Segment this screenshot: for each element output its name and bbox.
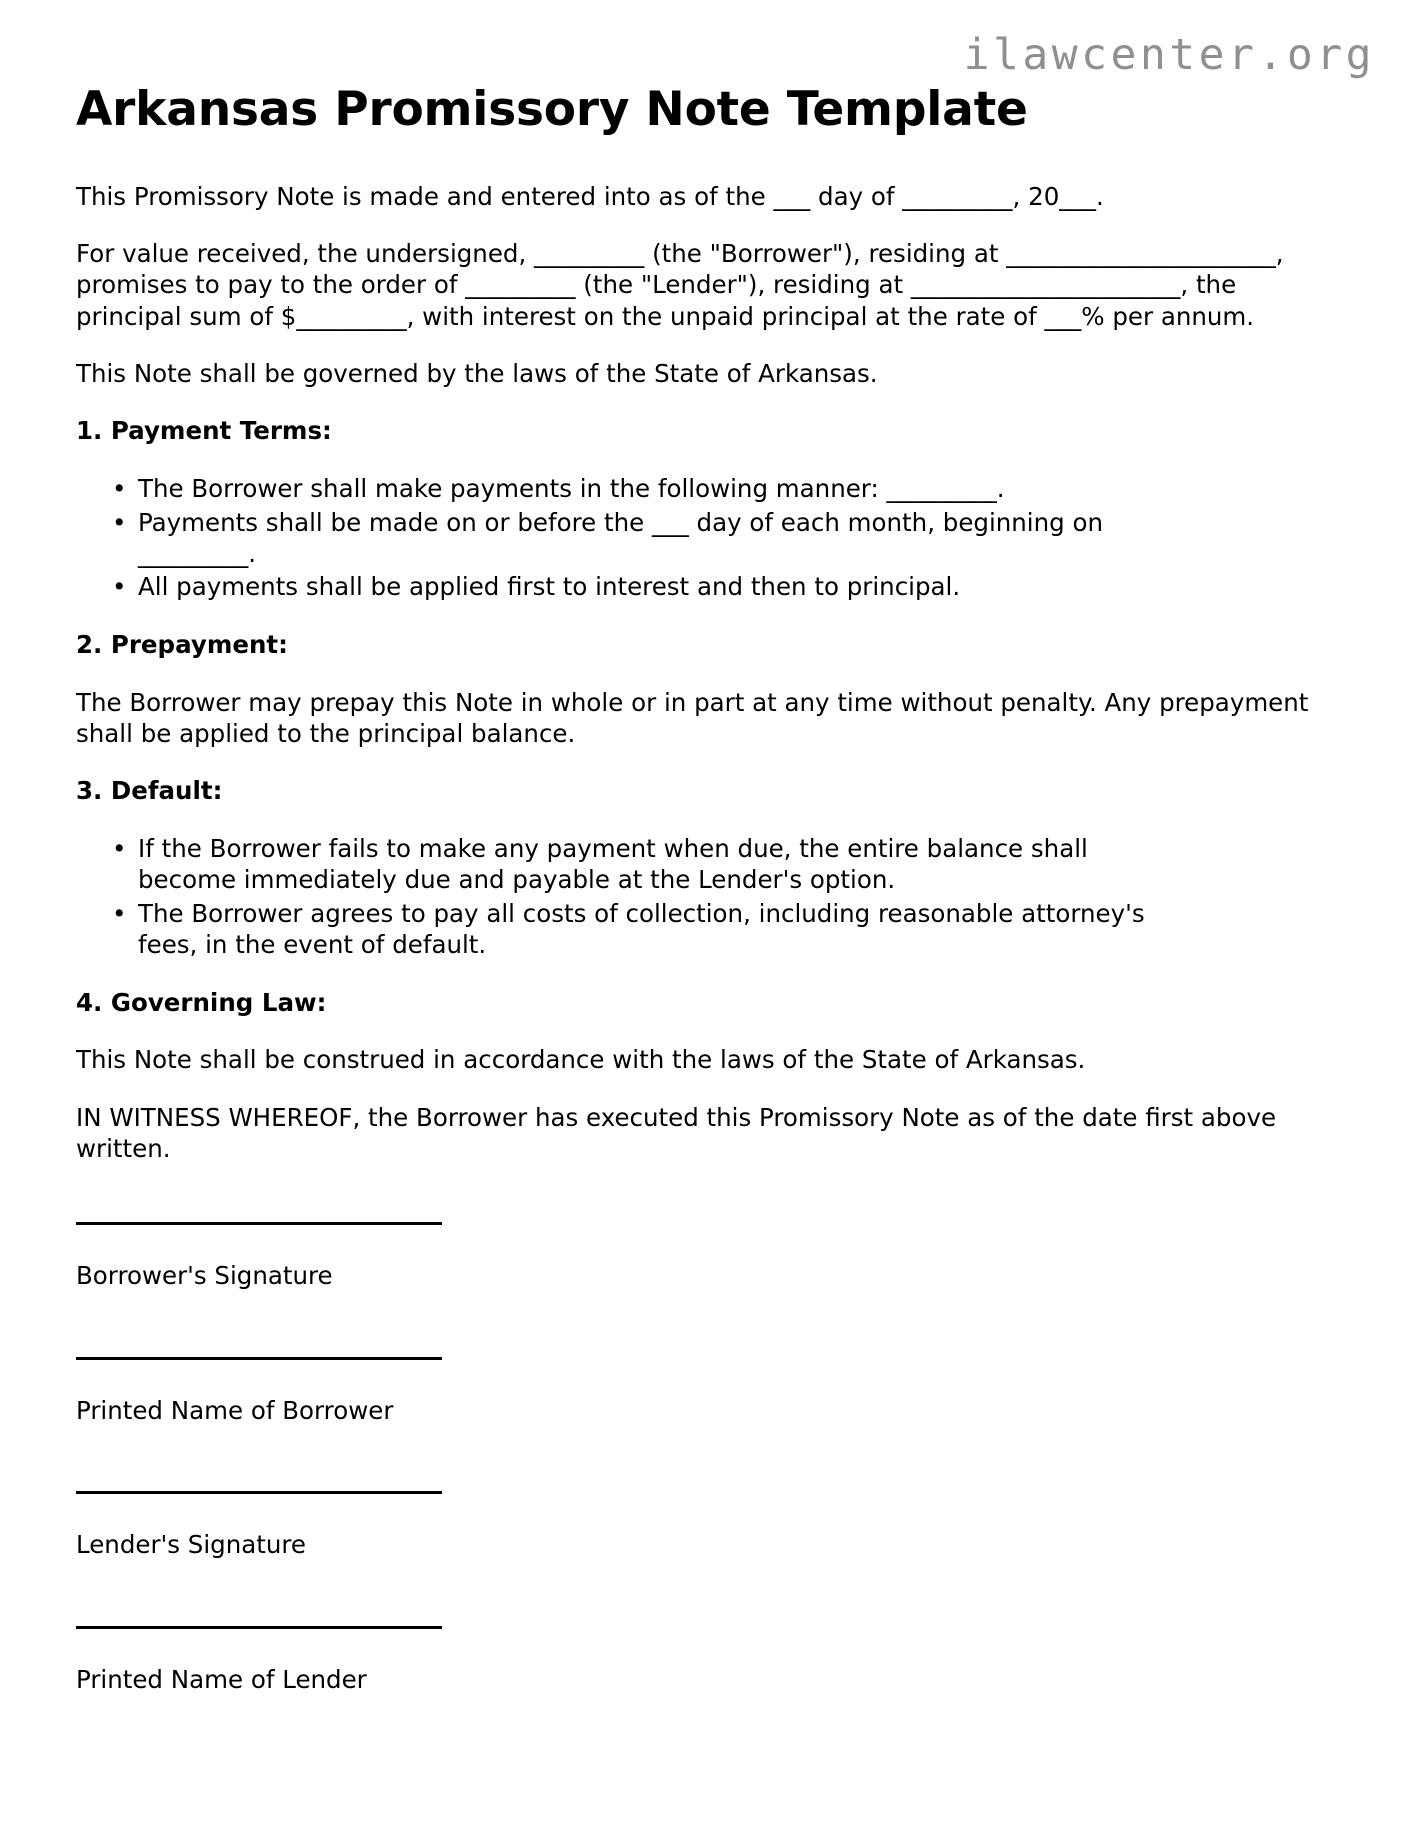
list-item: • All payments shall be applied first to interest and then to principal. (138, 571, 1336, 602)
signature-block (76, 1222, 1336, 1694)
section-bullets-payment-terms (76, 473, 1336, 602)
signature-label-printed-name-lender: Printed Name of Lender (76, 1664, 367, 1694)
signature-line-lender-signature[interactable] (76, 1491, 442, 1494)
signature-line-borrower-signature[interactable] (76, 1222, 442, 1225)
signature-label-printed-name-borrower: Printed Name of Borrower (76, 1395, 394, 1425)
signature-label-borrower-signature: Borrower's Signature (76, 1261, 333, 1291)
section-heading-payment-terms: 1. Payment Terms: (76, 416, 332, 446)
site-watermark: ilawcenter.org (963, 30, 1375, 80)
intro-paragraph-2: For value received, the undersigned, _________ (the "Borrower"), residing at ______________________, promises to pay to the order of _________ (the "Lender"), residing at ______________________, the principal sum of $_________, with interest on the unpaid principal at the rate of ___% per annum. (76, 238, 1284, 331)
signature-label-lender-signature: Lender's Signature (76, 1530, 306, 1560)
witness-paragraph: IN WITNESS WHEREOF, the Borrower has executed this Promissory Note as of the date first above written. (76, 1102, 1277, 1164)
signature-line-printed-name-lender[interactable] (76, 1626, 442, 1629)
intro-paragraph-3: This Note shall be governed by the laws of the State of Arkansas. (76, 359, 878, 389)
list-item: • The Borrower agrees to pay all costs of collection, including reasonable attorney's fees, in the event of default. (138, 898, 1336, 961)
document-body (76, 84, 1336, 1694)
page-title: Arkansas Promissory Note Template (76, 82, 1028, 137)
section-heading-governing-law: 4. Governing Law: (76, 987, 327, 1017)
signature-line-printed-name-borrower[interactable] (76, 1357, 442, 1360)
list-item: • If the Borrower fails to make any payment when due, the entire balance shall become immediately due and payable at the Lender's option. (138, 833, 1336, 896)
intro-paragraph-1: This Promissory Note is made and entered into as of the ___ day of _________, 20___. (76, 181, 1104, 211)
section-body-governing-law: This Note shall be construed in accordance with the laws of the State of Arkansas. (76, 1045, 1086, 1075)
section-heading-default: 3. Default: (76, 776, 223, 806)
section-bullets-default (76, 833, 1336, 960)
list-item: • Payments shall be made on or before the ___ day of each month, beginning on _________. (138, 507, 1336, 570)
list-item: • The Borrower shall make payments in the following manner: _________. (138, 473, 1336, 504)
section-heading-prepayment: 2. Prepayment: (76, 629, 288, 659)
section-body-prepayment: The Borrower may prepay this Note in whole or in part at any time without penalty. Any prepayment shall be applied to the principal balance. (76, 687, 1309, 748)
